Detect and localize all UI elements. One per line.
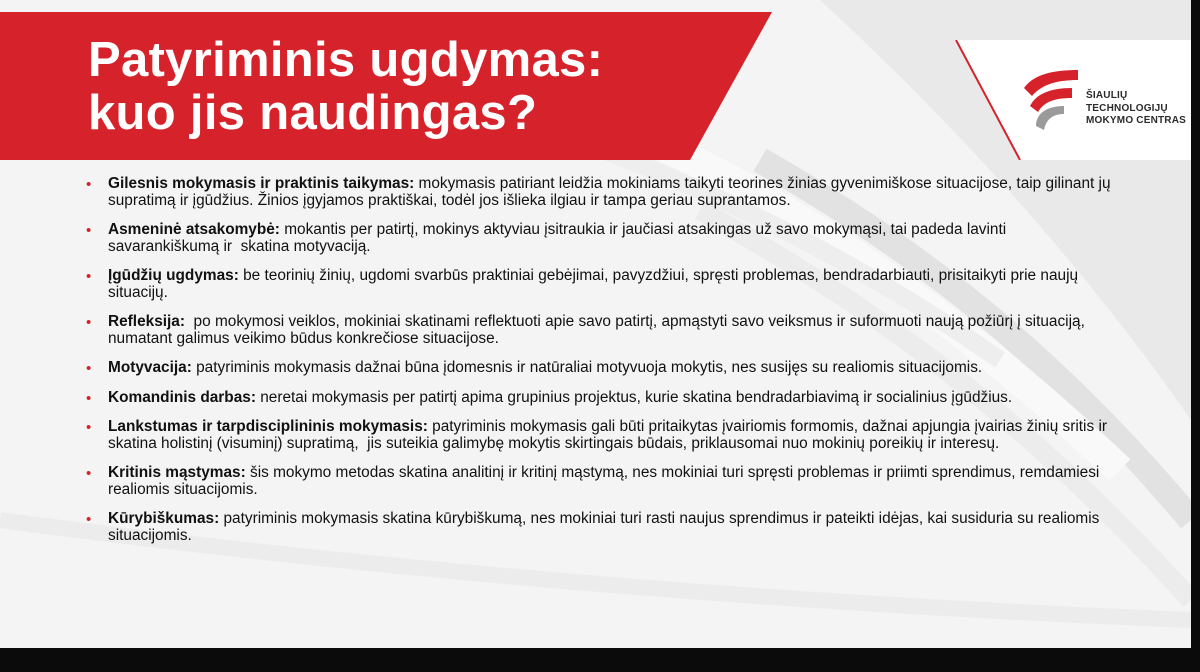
bullet-text: patyriminis mokymasis skatina kūrybiškumą, nes mokiniai turi rasti naujus sprendimus ir pateikti idėjas, kai susiduria su realiomis situacijomis.: [108, 510, 1104, 544]
bullet-item: [86, 419, 1116, 452]
logo-line-1: ŠIAULIŲ: [1086, 90, 1128, 101]
bullet-text: mokymasis patiriant leidžia mokiniams taikyti teorines žinias gyvenimiškose situacijose, taip gilinant jų supratimą ir įgūdžius. Žinios įgyjamos praktiškai, todėl jos išlieka ilgiau ir tampa geriau suprantamos.: [108, 175, 1115, 209]
logo-wordmark: [1086, 90, 1186, 128]
bullet-dot-icon: •: [86, 268, 92, 285]
bullet-text: po mokymosi veiklos, mokiniai skatinami reflektuoti apie savo patirtį, apmąstyti savo veiksmus ir suformuoti naują požiūrį į situaciją, numatant galimus veikimo būdus konkrečiose situacijose.: [108, 313, 1090, 347]
logo-line-3: MOKYMO CENTRAS: [1086, 115, 1187, 126]
bullet-item: [86, 176, 1116, 209]
bullet-term: Lankstumas ir tarpdisciplininis mokymasis:: [108, 418, 428, 435]
bullet-term: Motyvacija:: [108, 359, 192, 376]
bullet-item: [86, 360, 1116, 377]
bullet-text: patyriminis mokymasis gali būti pritaikytas įvairiomis formomis, dažnai apjungia įvairias žinių sritis ir skatina holistinį (visuminį) supratimą, jis suteikia galimybę mokytis skirtingais būdais, priklausomai nuo mokinių poreikių ir interesų.: [108, 418, 1112, 452]
bullet-text: patyriminis mokymasis dažnai būna įdomesnis ir natūraliai motyvuoja mokytis, nes susijęs su realiomis situacijomis.: [191, 359, 983, 376]
bullet-term: Kūrybiškumas:: [108, 510, 220, 527]
bullet-dot-icon: •: [86, 465, 92, 482]
bullet-term: Refleksija:: [108, 313, 185, 330]
bullet-text: šis mokymo metodas skatina analitinį ir kritinį mąstymą, nes mokiniai turi spręsti problemas ir priimti sprendimus, remdamiesi realiomis situacijomis.: [108, 464, 1104, 498]
bullet-text: be teorinių žinių, ugdomi svarbūs praktiniai gebėjimai, pavyzdžiui, spręsti problemas, bendradarbiauti, prisitaikyti prie naujų situacijų.: [108, 267, 1083, 301]
bullet-dot-icon: •: [86, 176, 92, 193]
bullet-item: [86, 390, 1116, 407]
bullet-term: Komandinis darbas:: [108, 388, 256, 406]
bullet-text: mokantis per patirtį, mokinys aktyviau įsitraukia ir jaučiasi atsakingas už savo mokymąsi, tai padeda lavinti savarankiškumą ir skatina motyvaciją.: [108, 221, 1011, 255]
window-frame-right: [1191, 0, 1200, 672]
bullet-item: [86, 222, 1116, 255]
window-frame-bottom: [0, 648, 1200, 672]
bullet-item: [86, 268, 1116, 301]
logo-line-2: TECHNOLOGIJŲ: [1086, 102, 1168, 114]
bullet-item: [86, 314, 1116, 347]
bullet-dot-icon: •: [86, 314, 92, 331]
benefits-list: [86, 176, 1116, 557]
bullet-text: neretai mokymasis per patirtį apima grupinius projektus, kurie skatina bendradarbiavimą ir socialinius įgūdžius.: [255, 388, 1013, 406]
bullet-dot-icon: •: [86, 360, 92, 377]
slide-title: [88, 34, 603, 140]
bullet-dot-icon: •: [86, 511, 92, 528]
title-line-2: kuo jis naudingas?: [88, 86, 538, 140]
bullet-dot-icon: •: [86, 419, 92, 436]
bullet-item: [86, 511, 1116, 544]
bullet-term: Įgūdžių ugdymas:: [108, 267, 239, 284]
bullet-item: [86, 465, 1116, 498]
bullet-term: Gilesnis mokymasis ir praktinis taikymas:: [108, 175, 415, 192]
bullet-term: Asmeninė atsakomybė:: [108, 221, 280, 238]
title-line-1: Patyriminis ugdymas:: [88, 33, 604, 87]
bullet-dot-icon: •: [86, 222, 92, 239]
bullet-dot-icon: •: [86, 389, 92, 407]
bullet-term: Kritinis mąstymas:: [108, 464, 246, 481]
